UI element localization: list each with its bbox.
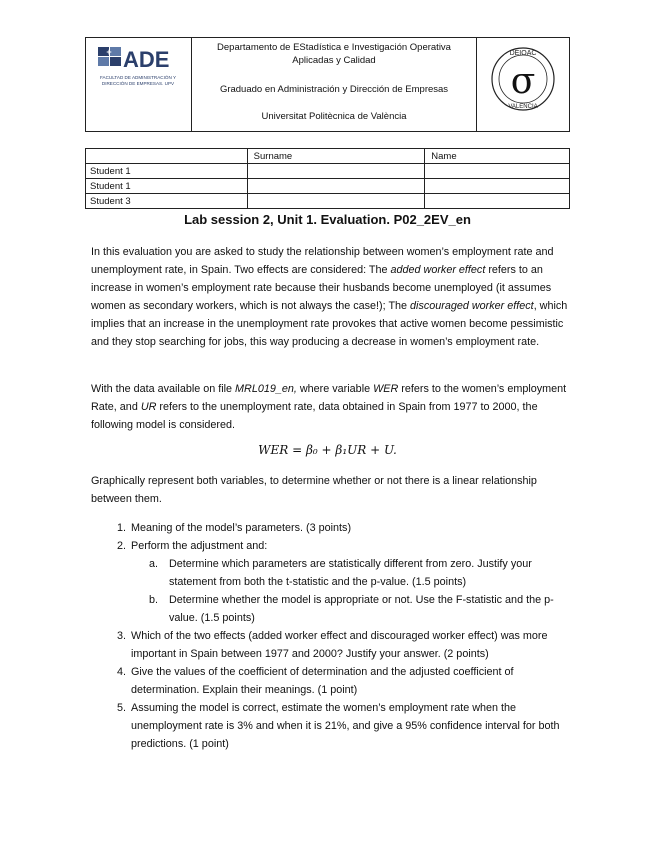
- student-label: Student 1: [86, 179, 248, 194]
- question-2a: [149, 555, 569, 591]
- table-row: [86, 164, 570, 179]
- deioac-logo: [477, 38, 569, 131]
- ade-logo-sub1: FACULTAD DE ADMINISTRACIÓN Y: [99, 75, 177, 80]
- surname-cell[interactable]: [247, 194, 425, 209]
- degree-name: Graduado en Administración y Dirección de Empresas: [219, 84, 449, 95]
- deioac-bottom-text: VALENCIA: [508, 104, 538, 110]
- name-cell[interactable]: [425, 194, 570, 209]
- department-line1: Departamento de EStadística e Investigación Operativa: [217, 42, 451, 53]
- table-row: [86, 179, 570, 194]
- question-2: [129, 537, 569, 627]
- question-5: 5. Assuming the model is correct, estimate the women’s employment rate when the unemployment rate is 3% and when it is 21%, and give a 95% confidence interval for both predictions. (1 point): [129, 699, 569, 753]
- discouraged-worker-effect-term: discouraged worker effect: [410, 300, 534, 312]
- page-title: Lab session 2, Unit 1. Evaluation. P02_2EV_en: [184, 212, 471, 227]
- questions-list: [91, 519, 569, 753]
- data-text-4: refers to the unemployment rate, data obtained in Spain from 1977 to 2000, the following model is considered.: [91, 401, 538, 431]
- university-name: Universitat Politècnica de València: [261, 111, 407, 122]
- added-worker-effect-term: added worker effect: [390, 264, 486, 276]
- name-cell[interactable]: [425, 164, 570, 179]
- question-3: 3. Which of the two effects (added worker effect and discouraged worker effect) was more important in Spain between 1977 and 2000? Justify your answer. (2 points): [129, 627, 569, 663]
- data-paragraph: [91, 380, 569, 434]
- svg-text:+: +: [106, 47, 112, 57]
- header-center: [192, 38, 477, 131]
- table-row: [86, 194, 570, 209]
- deioac-top-text: DEIOAC: [509, 50, 537, 57]
- intro-text-3: , which implies that an increase in the unemployment rate provokes that active women become pessimistic and they stop searching for jobs, this way producing a decrease in women’s employment rate.: [91, 300, 568, 348]
- graph-paragraph: Graphically represent both variables, to determine whether or not there is a linear relationship between them.: [91, 475, 537, 505]
- students-table: [85, 148, 570, 209]
- student-label: Student 1: [86, 164, 248, 179]
- ade-logo: [86, 38, 192, 131]
- table-header-cell: [86, 149, 248, 164]
- question-2a-text: Determine which parameters are statistically different from zero. Justify your statement from both the t-statistic and the p-value. (1.5 points): [169, 558, 532, 588]
- question-2-sublist: [131, 555, 569, 627]
- intro-text-1: In this evaluation you are asked to study the relationship between women’s employment rate and unemployment rate, in Spain. Two effects are considered: The: [91, 246, 554, 276]
- document-header: [85, 37, 570, 132]
- data-text-3: refers to the women’s employment Rate, and: [91, 383, 567, 413]
- intro-paragraph: [91, 243, 569, 351]
- ade-logo-sub2: DIRECCIÓN DE EMPRESAS. UPV: [101, 81, 175, 86]
- ade-logo-text: ADE: [123, 47, 170, 72]
- question-2b-label: b.: [149, 594, 159, 606]
- students-table-header: [86, 149, 570, 164]
- intro-text-2: refers to an increase in women’s employment rate because their husbands become unemployed (it assumes women as secondary workers, which is not always the case!); The: [91, 264, 552, 312]
- question-2b-text: Determine whether the model is appropriate or not. Use the F-statistic and the p-value. (1.5 points): [169, 594, 554, 624]
- table-header-surname: Surname: [247, 149, 425, 164]
- question-1: 1. Meaning of the model’s parameters. (3 points): [129, 519, 569, 537]
- ade-logo-graphic: [86, 38, 191, 131]
- question-2-text: Perform the adjustment and:: [131, 540, 268, 552]
- question-2a-label: a.: [149, 558, 159, 570]
- data-text-1: With the data available on file: [91, 383, 236, 395]
- question-2b: [149, 591, 569, 627]
- sigma-symbol: σ: [510, 61, 536, 102]
- deioac-seal-icon: [477, 38, 569, 131]
- table-header-name: Name: [425, 149, 570, 164]
- data-file-name: MRL019_en,: [235, 383, 297, 395]
- data-text-2: where variable: [296, 383, 374, 395]
- department-line2: Aplicadas y Calidad: [292, 55, 376, 66]
- surname-cell[interactable]: [247, 164, 425, 179]
- question-4: 4. Give the values of the coefficient of determination and the adjusted coefficient of determination. Explain their meanings. (1 point): [129, 663, 569, 699]
- surname-cell[interactable]: [247, 179, 425, 194]
- model-equation: WER = β₀ + β₁UR + U.: [258, 443, 397, 457]
- student-label: Student 3: [86, 194, 248, 209]
- name-cell[interactable]: [425, 179, 570, 194]
- variable-ur: UR: [140, 401, 157, 413]
- variable-wer: WER: [373, 383, 399, 395]
